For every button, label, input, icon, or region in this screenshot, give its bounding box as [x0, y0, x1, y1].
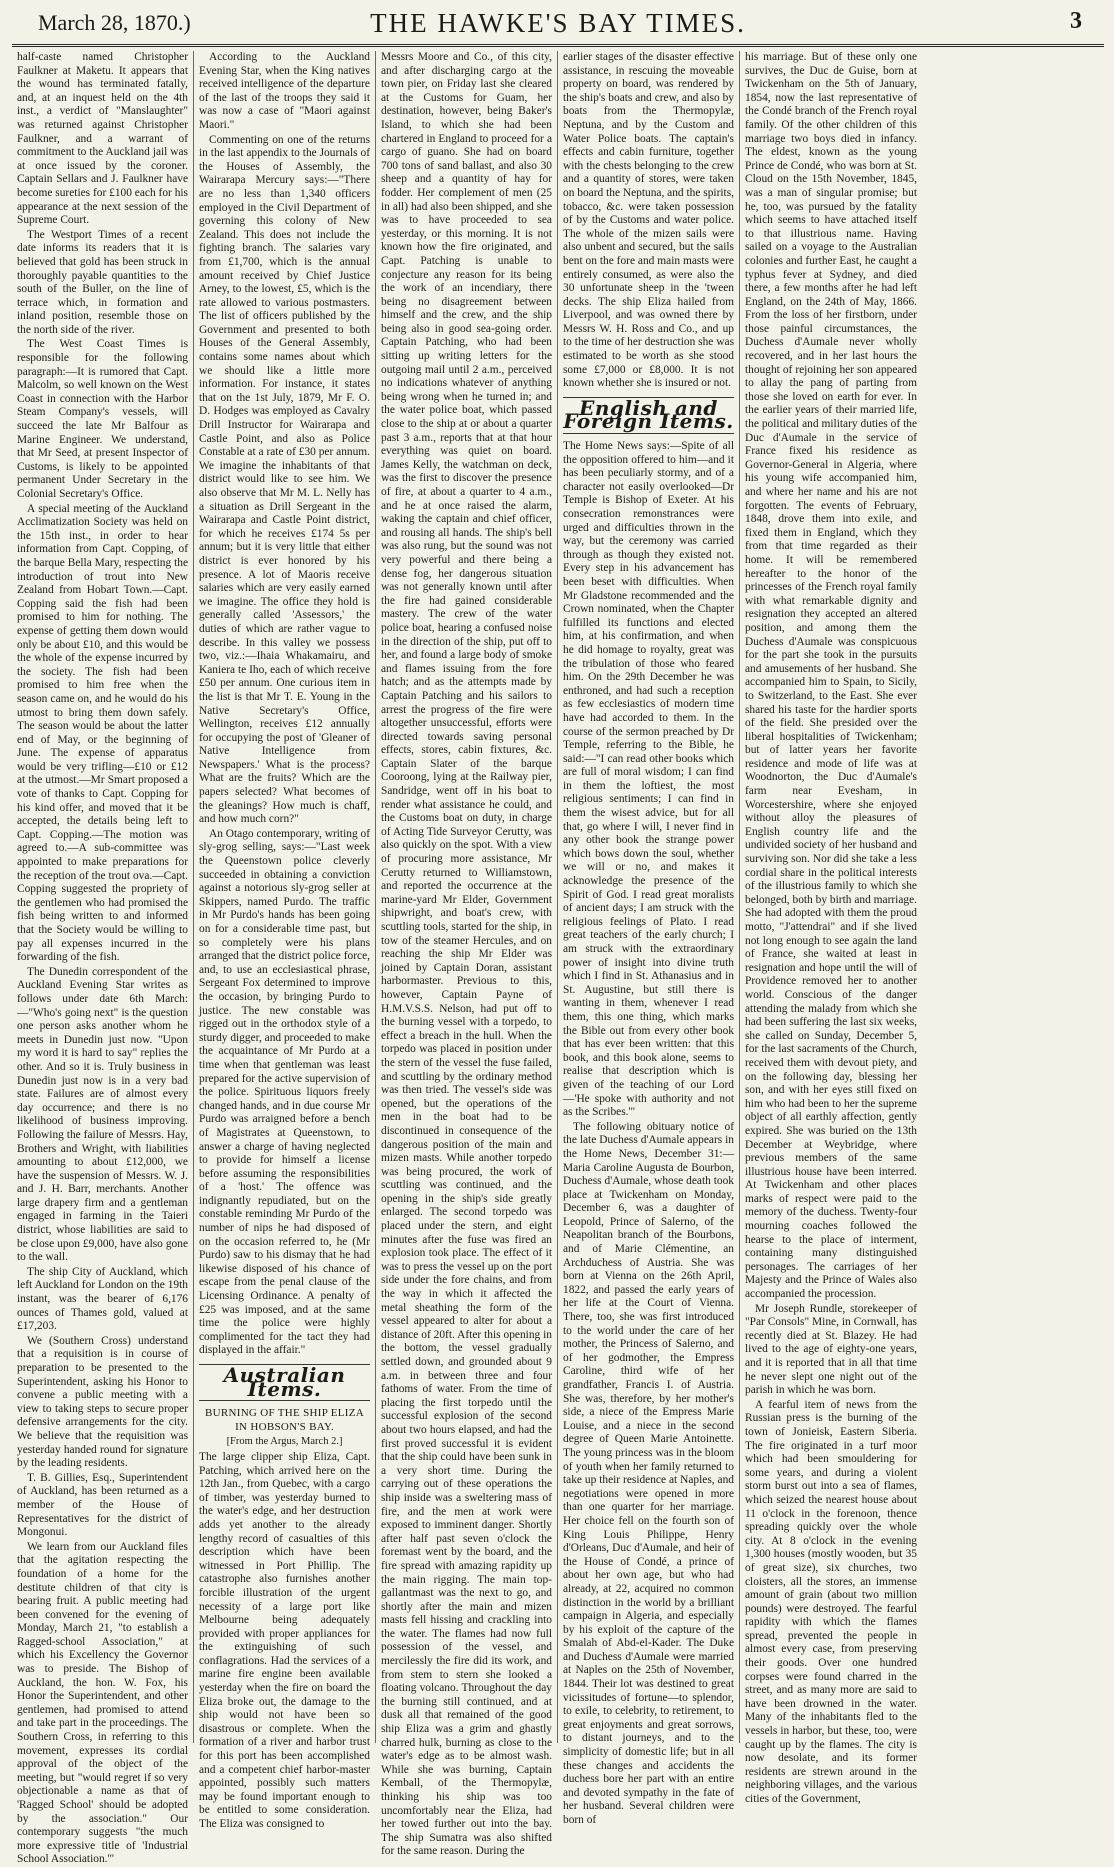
column-5: [740, 51, 922, 1805]
paragraph: The Dunedin correspondent of the Auckland Evening Star writes as follows under date 6th March:—"Who's going next" is the question one person asks another whom he meets in Dunedin just now. "Upon my word it is hard to say" replies the other. And so it is. Truly business in Dunedin just now is in a very bad state. Failures are of almost every day occurrence; and there is no likelihood of business improving. Following the failure of Messrs. Hay, Brothers and Wright, with liabilities amounting to about £12,000, we have the suspension of Messrs. W. J. and J. H. Barr, merchants. Another large drapery firm and a gentleman engaged in farming in the Taieri district, whose liabilities are said to be close upon £9,000, have also gone to the wall.: [17, 965, 188, 1264]
article-source: [From the Argus, March 2.]: [226, 1436, 343, 1448]
paragraph: his marriage. But of these only one survives, the Duc de Guise, born at Twickenham on the 5th of January, 1854, now the last representative of the Condé branch of the French royal family. Of the other children of this marriage two boys died in infancy. The eldest, known as the young Prince de Condé, who was born at St. Cloud on the 15th November, 1845, was a man of singular promise; but he, too, was pursued by the fatality which seems to have attached itself to that illustrious name. Having sailed on a voyage to the Australian colonies and further East, he caught a typhus fever at Sydney, and died there, a few months after he had left England, on the 24th of May, 1866. From the loss of her firstborn, under those painful circumstances, the Duchess d'Aumale never wholly recovered, and in her last hours the thought of rejoining her son appeared to allay the pang of parting from those she loved on earth for ever. In the earlier years of their married life, the political and military duties of the Duc d'Aumale in the service of France fixed his residence as Governor-General in Algeria, where his young wife accompanied him, and where her name and his are not forgotten. The events of February, 1848, drove them into exile, and fixed them in England, which they from that time regarded as their home. It will be remembered hereafter to the honor of the princesses of the French royal family with what remarkable dignity and resignation they accepted an altered position, and among them the Duchess d'Aumale was conspicuous for the part she took in the pursuits and amusements of her husband. She accompanied him to Spain, to Sicily, to Switzerland, to the East. She ever shared his taste for the hardier sports of the field. She presided over the liberal hospitalities of Twickenham; but of latter years her favorite residence and mode of life was at Woodnorton, the Duc d'Aumale's farm near Evesham, in Worcestershire, where she enjoyed without alloy the pleasures of English country life and the undivided society of her husband and surviving son. Nor did she take a less cordial share in the political interests of the illustrious family to which she belonged, both by birth and marriage. She had adopted with them the proud motto, "J'attendrai" and if she lived not long enough to see again the land of France, she waited at least in resignation and hope until the will of Providence removed her to another world. Conscious of the danger attending the malady from which she had been suffering the last six weeks, she called on Sunday, December 5, for the last sacraments of the Church, received them with devout piety, and on the following day, blessing her son, and with her eyes still fixed on him who had been to her the supreme object of all earthly affection, gently expired. She was buried on the 13th December at Weybridge, where previous members of the same illustrious house have been interred. At Twickenham and other places marks of respect were paid to the memory of the duchess. Twenty-four mourning coaches followed the hearse to the place of interment, containing many distinguished personages. The carriages of her Majesty and the Prince of Wales also accompanied the procession.: [745, 51, 917, 1301]
paragraph: The Westport Times of a recent date informs its readers that it is believed that gold has been struck in thoroughly payable quantities to the south of the Buller, on the line of terrace which, in formation and inland position, resemble those on the north side of the river.: [17, 228, 188, 336]
paragraph: An Otago contemporary, writing of sly-grog selling, says:—"Last week the Queenstown police cleverly succeeded in obtaining a conviction against a notorious sly-grog seller at Skippers, named Purdo. The traffic in Mr Purdo's hands has been going on for a considerable time past, but so completely were his plans arranged that the district police force, and, to use an ecclesiastical phrase, Sergeant Fox determined to improve the occasion, by bringing Purdo to justice. The new constable was rigged out in the orthodox style of a sturdy digger, and proceeded to make the acquaintance of Mr Purdo at a time when that gentleman was least prepared for the active supervision of the police. Spirituous liquors freely changed hands, and in due course Mr Purdo was arraigned before a bench of Magistrates at Queenstown, to answer a charge of having neglected to provide for himself a license before assuming the responsibilities of a 'host.' The offence was indignantly repudiated, but on the constable reminding Mr Purdo of the number of nips he had disposed of on the occasion referred to, he (Mr Purdo) saw to his dismay that he had likewise disposed of his chance of escape from the penal clause of the Licensing Ordinance. A penalty of £25 was imposed, and at the same time the police were highly complimented for the tact they had displayed in the affair.": [199, 827, 370, 1357]
column-1: [12, 51, 194, 1866]
paragraph: Mr Joseph Rundle, storekeeper of "Par Consols" Mine, in Cornwall, has recently died at St. Blazey. He had lived to the age of eighty-one years, and it is reported that in all that time he never slept one night out of the parish in which he was born.: [745, 1302, 917, 1397]
paragraph: The Home News says:—Spite of all the opposition offered to him—and it has been peculiarly stormy, and of a character not easily overlooked—Dr Temple is Bishop of Exeter. At his consecration remonstrances were urged and difficulties thrown in the way, but the ceremony was carried through as though they existed not. Every step in his advancement has been beset with difficulties. When Mr Gladstone recommended and the Crown nominated, when the Chapter fulfilled its functions and elected him, at his confirmation, and when he did homage to royalty, great was the tribulation of those who feared him. On the 29th December he was enthroned, and had such a reception as few ecclesiastics of modern time have had accorded to them. In the course of the sermon preached by Dr Temple, referring to the Bible, he said:—"I can read other books which are full of moral wisdom; I can find in them the loftiest, the most religious sentiments; I can find in them the wisest advice, but for all that, go where I will, I never find in any other book the strange power which bows down the soul, whether we will or no, and makes it acknowledge the presence of the Spirit of God. I read great moralists of ancient days; I am struck with the religious feelings of Plato. I read great teachers of the early church; I am struck with the extraordinary power of insight into divine truth which I find in St. Athanasius and in St. Augustine, but still there is wanting in them, whenever I read them, this one thing, which marks the Bible out from every other book that has ever been written: that this book, and this book alone, seems to realise that description which is given of the teaching of our Lord—'He spoke with authority and not as the Scribes.'": [563, 440, 734, 1119]
columns: [12, 47, 1104, 1866]
paragraph: The ship City of Auckland, which left Auckland for London on the 19th instant, was the bearer of 6,176 ounces of Thames gold, valued at £17,203.: [17, 1265, 188, 1333]
paragraph: A fearful item of news from the Russian press is the burning of the town of Jonieisk, Eastern Siberia. The fire originated in a turf moor which had been smouldering for some years, and during a violent storm burst out into a sea of flames, which seized the nearest house about 11 o'clock in the forenoon, thence spreading quickly over the whole city. At 8 o'clock in the evening 1,300 houses (mostly wooden, but 35 of great size), six churches, two cloisters, all the stores, an immense amount of grain (about two million pounds) were destroyed. The fearful rapidity with which the flames spread, prevented the people in almost every case, from preserving their goods. Over one hundred corpses were found charred in the street, and as many more are said to have been drowned in the water. Many of the inhabitants fled to the vessels in harbor, but these, too, were caught up by the flames. The city is now desolate, and its former residents are strewn around in the neighboring villages, and the various cities of the Government,: [745, 1398, 917, 1805]
paragraph: Messrs Moore and Co., of this city, and after discharging cargo at the town pier, on Friday last she cleared at the Customs for Guam, her destination, however, being Baker's Island, to which she had been chartered in England to proceed for a cargo of guano. She had on board 700 tons of sand ballast, and also 30 sheep and a quantity of hay for fodder. Her complement of men (25 in all) had also been shipped, and she was to have proceeded to sea yesterday, or this morning. It is not known how the fire originated, and Capt. Patching is unable to conjecture any reason for its being the work of an incendiary, there being no disagreement between himself and the crew, and the ship being also in good sea-going order. Captain Patching, who had been sitting up writing letters for the outgoing mail until 2 a.m., perceived no indications whatever of anything being wrong when he turned in; and the water police boat, which passed close to the ship at or about a quarter past 3 a.m., reports that at that hour everything was quiet on board. James Kelly, the watchman on deck, was the first to discover the presence of fire, at about a quarter to 4 a.m., and he at once raised the alarm, waking the captain and chief officer, and rousing all hands. The ship's bell was also rung, but the sound was not very powerful and there being a dense fog, her dangerous situation was not generally known until after the fire had gained considerable mastery. The crew of the water police boat, hearing a confused noise in the direction of the ship, put off to her, and found a large body of smoke and flames issuing from the fore hatch; and as the attempts made by Captain Patching and his sailors to arrest the progress of the fire were altogether unsuccessful, efforts were directed towards saving personal effects, stores, cabin fixtures, &c. Captain Slater of the barque Cooroong, lying at the Railway pier, Sandridge, went off in his boat to render what assistance he could, and the Customs boat on duty, in charge of Acting Tide Surveyor Cerutty, was also quickly on the spot. With a view of procuring more assistance, Mr Cerutty returned to Williamstown, and reported the occurrence at the marine-yard Mr Elder, Government shipwright, and boat's crew, with scuttling tools, started for the ship, in tow of the steamer Hercules, and on reaching the ship Mr Elder was joined by Captain Doran, assistant harbormaster. Previous to this, however, Captain Payne of H.M.V.S.S. Nelson, had put off to the burning vessel with a torpedo, to effect a breach in the hull. When the torpedo was placed in position under the stern of the vessel the fuse failed, and scuttling by the ordinary method was then tried. The vessel's side was opened, but the operations of the men in the boat had to be discontinued in consequence of the dangerous position of the main and mizen masts. While another torpedo was being procured, the work of scuttling was continued, and the opening in the ship's side greatly enlarged. The second torpedo was placed under the stern, and eight minutes after the fuse was fired an explosion took place. The effect of it was to press the vessel up on the port side under the fore chains, and from the way in which it affected the metal sheathing the form of the vessel appeared to alter for about a distance of 20ft. After this opening in the bottom, the vessel gradually settled down, and grounded about 9 a.m. in between three and four fathoms of water. From the time of placing the first torpedo until the successful explosion of the second about two hours elapsed, and had the first proved successful it is evident that the ship could have been sunk in a very short time. During the carrying out of these operations the ship inside was a sweltering mass of fire, and the men at work were exposed to imminent danger. Shortly after half past seven o'clock the foremast went by the board, and the fire spread with amazing rapidity up the main rigging. The main top-gallantmast was the next to go, and shortly after the main and mizen masts fell hissing and crackling into the water. The flames had now full possession of the vessel, and mercilessly the fire did its work, and from stem to stern she looked a floating volcano. Throughout the day the burning still continued, and at dusk all that remained of the good ship Eliza was a grim and ghastly charred hulk, burning as close to the water's edge as to be almost wash. While she was burning, Captain Kemball, of the Thermopylæ, thinking his ship was too uncomfortably near the Eliza, had her towed further out into the bay. The ship Sumatra was also shifted for the same reason. During the: [381, 51, 552, 1858]
paragraph: Commenting on one of the returns in the last appendix to the Journals of the Houses of Assembly, the Wairarapa Mercury says:—"There are no less than 1,340 officers employed in the Civil Department of governing this colony of New Zealand. This does not include the fighting branch. The salaries vary from £1,700, which is the annual amount received by Chief Justice Arney, to the lowest, £5, which is the rate allowed to various postmasters. The list of officers published by the Government and presented to both Houses of the General Assembly, contains some names about which we should like a little more information. For instance, it states that on the 1st July, 1879, Mr F. O. D. Hodges was employed as Cavalry Drill Instructor for Wairarapa and Castle Point, and also as Police Constable at a rate of £30 per annum. We imagine the inhabitants of that district would like to see him. We also observe that Mr M. L. Nelly has a situation as Drill Sergeant in the Wairarapa and Castle Point district, for which he receives £174 5s per annum; but it is very little that either district is ever honored by his presence. A lot of Maoris receive salaries which are very easily earned we imagine. The office they hold is generally called 'Assessors,' the duties of which are rather vague to describe. In this valley we possess two, viz.:—Ihaia Whakamairu, and Kaniera te Iho, each of which receive £50 per annum. One curious item in the list is that Mr T. E. Young in the Native Secretary's Office, Wellington, receives £12 annually for occupying the post of 'Gleaner of Native Intelligence from Newspapers.' What is the process? What are the fruits? Which are the papers selected? What becomes of the gleanings? How much is chaff, and how much corn?": [199, 133, 370, 826]
paragraph: The following obituary notice of the late Duchess d'Aumale appears in the Home News, December 31:—Maria Caroline Augusta de Bourbon, Duchess d'Aumale, whose death took place at Twickenham on Monday, December 6, was a daughter of Leopold, Prince of Salerno, of the Neapolitan branch of the Bourbons, and of Marie Clémentine, an Archduchess of Austria. She was born at Vienna on the 26th April, 1822, and passed the early years of her life at the Court of Vienna. There, too, she was first introduced to the world under the care of her mother, the Princess of Salerno, and of her godmother, the Empress Caroline, third wife of her grandfather, Francis I. of Austria. She was, therefore, by her mother's side, a niece of the Empress Marie Louise, and a niece in the second degree of Queen Marie Antoinette. The young princess was in the bloom of youth when her family returned to take up their residence at Naples, and negotiations were opened in more than one quarter for her marriage. Her choice fell on the fourth son of King Louis Philippe, Henry d'Orleans, Duc d'Aumale, and heir of the House of Condé, a prince of about her own age, but who had already, at 22, acquired no common distinction in the world by a brilliant campaign in Algeria, and especially by his exploit of the capture of the Smalah of Abd-el-Kader. The Duke and Duchess d'Aumale were married at Naples on the 25th of November, 1844. Their lot was destined to great vicissitudes of fortune—to splendor, to exile, to celebrity, to retirement, to great enjoyments and great sorrows, to distant journeys, and to the simplicity of domestic life; but in all these changes and accidents the duchess bore her part with an entire and devoted sympathy in the fate of her husband. Several children were born of: [563, 1120, 734, 1826]
paragraph: According to the Auckland Evening Star, when the King natives received intelligence of the departure of the last of the troops they said it was now a case of "Maori against Maori.": [199, 51, 370, 131]
paragraph: earlier stages of the disaster effective assistance, in rescuing the moveable property on board, was rendered by the ship's boats and crew, and also by boats from the Thermopylæ, Neptuna, and by the Custom and Water Police boats. The captain's effects and cabin furniture, together with the chests belonging to the crew and a quantity of stores, were taken on board the Neptuna, and the spirits, tobacco, &c. were taken possession of by the Customs and water police. The whole of the mizen sails were also unbent and secured, but the sails bent on the fore and main masts were entirely consumed, as were also the 30 unfortunate sheep in the 'tween decks. The ship Eliza hailed from Liverpool, and was owned there by Messrs W. H. Ross and Co., and up to the time of her destruction she was estimated to be worth as she stood some £7,000 or £8,000. It is not known whether she is insured or not.: [563, 51, 734, 390]
paragraph: We (Southern Cross) understand that a requisition is in course of preparation to be presented to the Superintendent, asking his Honor to convene a public meeting with a view to taking steps to secure proper defensive arrangements for the city. We believe that the requisition was yesterday handed round for signature by the leading residents.: [17, 1334, 188, 1470]
paragraph: The West Coast Times is responsible for the following paragraph:—It is rumored that Capt. Malcolm, so well known on the West Coast in connection with the Harbor Steam Company's vessels, will succeed the late Mr Balfour as Marine Engineer. We understand, that Mr Seed, at present Inspector of Customs, is likely to be appointed permanent Under Secretary in the Colonial Secretary's Office.: [17, 338, 188, 500]
column-2: [194, 51, 376, 1830]
page-number: 3: [1070, 8, 1082, 34]
column-3: [376, 51, 558, 1858]
paragraph: half-caste named Christopher Faulkner at Maketu. It appears that the wound has terminated fatally, and, at an inquest held on the 4th inst., a verdict of "Manslaughter" was returned against Christopher Faulkner, and a warrant of commitment to the Auckland jail was at once issued by the coroner. Captain Sellars and J. Faulkner have become sureties for £100 each for his appearance at the next session of the Supreme Court.: [17, 51, 188, 227]
issue-date: March 28, 1870.): [38, 10, 191, 35]
newspaper-title: THE HAWKE'S BAY TIMES.: [370, 8, 746, 38]
masthead: [12, 6, 1104, 47]
section-heading-english: English and Foreign Items.: [563, 395, 734, 434]
paragraph: T. B. Gillies, Esq., Superintendent of Auckland, has been returned as a member of the House of Representatives for the district of Mongonui.: [17, 1471, 188, 1539]
column-4: [558, 51, 740, 1826]
article-title: BURNING OF THE SHIP ELIZA IN HOBSON'S BAY.: [204, 1407, 365, 1433]
section-heading-australian: Australian Items.: [199, 1364, 370, 1401]
paragraph: The large clipper ship Eliza, Capt. Patching, which arrived here on the 12th Jan., from Quebec, with a cargo of timber, was yesterday burned to the water's edge, and her destruction adds yet another to the already lengthy record of casualties of this description which have been witnessed in Port Phillip. The catastrophe also furnishes another forcible illustration of the urgent necessity of a large port like Melbourne being adequately provided with proper appliances for the extinguishing of such conflagrations. Had the services of a marine fire engine been available yesterday when the fire on board the Eliza broke out, the damage to the ship would not have been so disastrous or complete. When the formation of a river and harbor trust for this port has been accomplished and a competent chief harbor-master appointed, possibly such matters may be found important enough to be entitled to some consideration. The Eliza was consigned to: [199, 1450, 370, 1830]
paragraph: We learn from our Auckland files that the agitation respecting the foundation of a home for the destitute children of that city is bearing fruit. A public meeting had been convened for the evening of Monday, March 21, "to establish a Ragged-school Association," at which his Excellency the Governor was to preside. The Bishop of Auckland, the hon. W. Fox, his Honor the Superintendent, and other gentlemen, had promised to attend and take part in the proceedings. The Southern Cross, in referring to this movement, expresses its cordial approval of the object of the meeting, but "would regret if so very objectionable a name as that of 'Ragged School' should be adopted by the association." Our contemporary suggests "the much more expressive title of 'Industrial School Association.'": [17, 1540, 188, 1866]
paragraph: A special meeting of the Auckland Acclimatization Society was held on the 15th inst., in order to hear information from Capt. Copping, of the barque Bella Mary, respecting the introduction of trout into New Zealand from Hobart Town.—Capt. Copping said the fish had been promised to him for nothing. The expense of getting them down would only be about £10, and this would be the whole of the expense incurred by the society. The fish had been promised to him free when the season came on, and he would do his utmost to bring them down safely. The season would be about the latter end of May, or the beginning of June. The expense of apparatus would be very trifling—£10 or £12 at the utmost.—Mr Smart proposed a vote of thanks to Capt. Copping for his kind offer, and moved that it be accepted, the details being left to Capt. Copping.—The motion was agreed to.—A sub-committee was appointed to make preparations for the reception of the trout ova.—Capt. Copping suggested the propriety of the gentlemen who had promised the fish being written to and informed that the Society would be willing to pay all expenses incurred in the forwarding of the fish.: [17, 502, 188, 964]
